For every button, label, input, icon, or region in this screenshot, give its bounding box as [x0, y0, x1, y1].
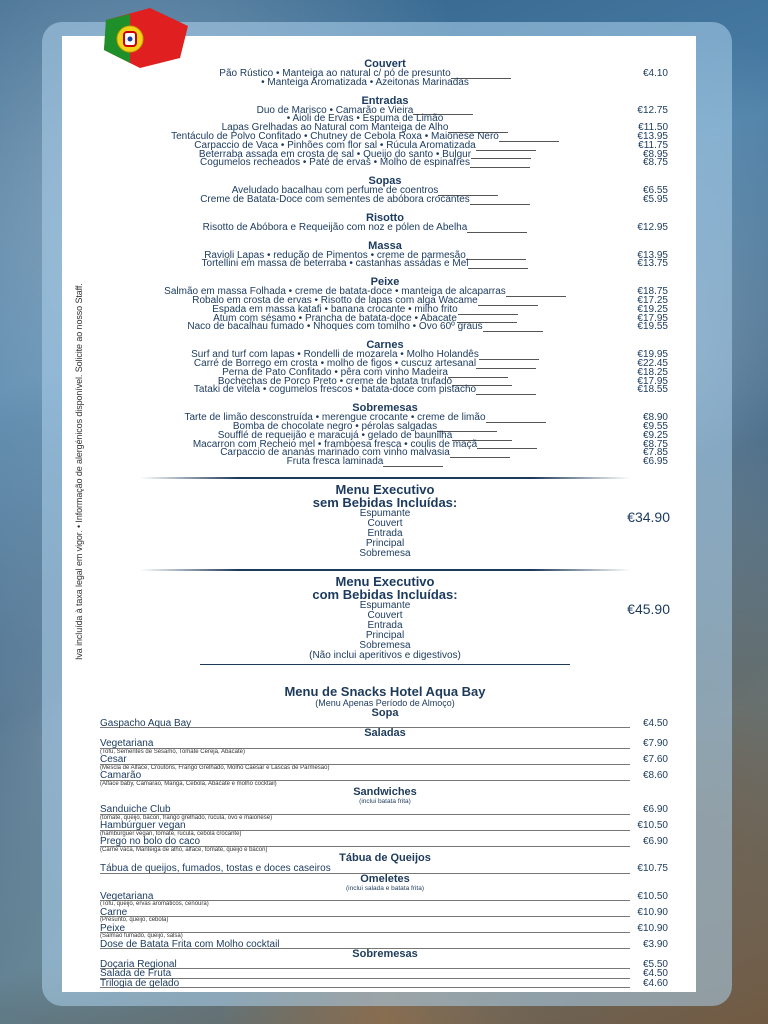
menu-item-name: • Aioli de Ervas • Espuma de Limão	[286, 113, 444, 125]
menu-item-price: €5.95	[642, 193, 668, 205]
price-leader	[478, 298, 538, 306]
menu-item-price: €8.95	[642, 148, 668, 160]
menu-divider	[140, 477, 630, 479]
executive-menu-line: Entrada	[367, 619, 403, 631]
price-leader	[483, 324, 543, 332]
snack-item-name: Gaspacho Aqua Bay	[100, 717, 192, 729]
menu-item-price: €6.55	[642, 185, 668, 197]
snack-item-name: Hambúrguer vegan	[100, 820, 186, 832]
snack-item-name: Vegetariana	[100, 738, 154, 750]
menu-item	[100, 386, 670, 395]
menu-item-name: Carpaccio de ananás marinado com vinho malvasia	[220, 447, 450, 459]
section-title: Carnes	[366, 339, 404, 352]
menu-item	[100, 193, 670, 205]
executive-menu-line: Couvert	[367, 517, 403, 529]
snack-item-name: Tábua de queijos, fumados, tostas e doces caseiros	[100, 863, 331, 875]
snack-item-name: Peixe	[100, 922, 126, 934]
menu-item-price: €9.55	[642, 420, 668, 432]
snack-item-name: Doçaria Regional	[100, 958, 177, 970]
menu-item-name: Bomba de chocolate negro • pérolas salgadas	[232, 420, 438, 432]
snack-item-price: €10.90	[637, 906, 668, 918]
price-leader	[100, 748, 630, 749]
snack-item	[100, 960, 670, 969]
snack-group-note: (inclui batata frita)	[359, 798, 411, 806]
executive-menu-line: Couvert	[367, 609, 403, 621]
menu-item-price: €12.75	[637, 104, 668, 116]
snack-item-price: €10.90	[637, 922, 668, 934]
snack-item	[100, 908, 670, 917]
snack-item-note: (Tofu, Sementes de Sésamo, Tomate Cereja, Abacate)	[100, 748, 245, 755]
menu-item-name: Pão Rústico • Manteiga ao natural c/ pó de presunto	[219, 68, 451, 79]
snack-item	[100, 864, 670, 873]
menu-item-name: Aveludado bacalhau com perfume de coentros	[231, 185, 439, 197]
price-leader	[470, 160, 530, 168]
menu-item-name: Macarron com Recheio mel • framboesa fresca • coulis de maçã	[192, 438, 478, 450]
snacks-subtitle: (Menu Apenas Período de Almoço)	[315, 697, 455, 708]
price-leader	[499, 134, 559, 142]
executive-menu-subtitle: sem Bebidas Incluídas:	[312, 494, 458, 510]
snacks-title: Menu de Snacks Hotel Aqua Bay	[284, 683, 486, 699]
menu-item-name: Tarte de limão desconstruída • merengue crocante • creme de limão	[184, 412, 486, 424]
snack-item-name: Carne	[100, 906, 128, 918]
snack-item-price: €6.90	[642, 804, 668, 816]
menu-item-price: €11.75	[638, 139, 668, 151]
price-leader	[458, 307, 518, 315]
snack-item-note: (Salmão fumado, queijo, salsa)	[100, 932, 183, 939]
snack-item	[100, 821, 670, 830]
menu-item	[100, 458, 670, 467]
executive-menu-line: Espumante	[359, 599, 411, 611]
executive-menu	[100, 575, 670, 661]
executive-menu-title: Menu Executivo	[335, 481, 435, 497]
menu-item-name: Surf and turf com lapas • Rondelli de mozarela • Molho Holandês	[191, 349, 479, 361]
section-title: Sobremesas	[352, 402, 418, 415]
price-leader	[100, 916, 630, 917]
menu-item-price: €13.75	[637, 258, 668, 270]
snack-group-title: Saladas	[364, 727, 406, 740]
price-leader	[471, 151, 531, 159]
snack-item	[100, 755, 670, 764]
snack-item-price: €7.60	[642, 754, 668, 766]
snack-group-title: Sobremesas	[352, 947, 418, 960]
price-leader	[476, 143, 536, 151]
snack-group-title: Omeletes	[360, 872, 410, 885]
executive-menu-price: €34.90	[627, 508, 670, 525]
snack-item-note: (Presunto, queijo, cebola)	[100, 916, 169, 923]
section-title: Risotto	[366, 211, 404, 224]
menu-item-price: €9.25	[642, 429, 668, 441]
snack-item	[100, 719, 670, 728]
snack-group-title: Tábua de Queijos	[339, 852, 431, 865]
menu-item	[100, 260, 670, 269]
snack-item-name: Cesar	[100, 754, 127, 766]
menu-content	[100, 58, 670, 988]
menu-item-price: €8.90	[642, 412, 668, 424]
menu-item-name: Atum com sésamo • Prancha de batata-doce • Abacate	[213, 312, 457, 324]
price-leader	[100, 780, 630, 781]
executive-menu-line: Espumante	[359, 507, 411, 519]
snack-item-name: Trilogia de gelado	[100, 977, 180, 989]
price-leader	[470, 197, 530, 205]
snack-item	[100, 805, 670, 814]
menu-item-price: €7.85	[642, 447, 668, 459]
menu-item-name: Creme de Batata-Doce com sementes de abóbora crocantes	[200, 193, 470, 205]
snack-item-price: €10.50	[637, 820, 668, 832]
snack-group-note: (inclui salada e batata frita)	[345, 884, 425, 892]
snack-item	[100, 739, 670, 748]
menu-item-price: €6.95	[642, 456, 668, 468]
executive-menu-line: (Não inclui aperitivos e digestivos)	[309, 649, 461, 661]
snack-item	[100, 771, 670, 780]
menu-item-name: Tentáculo de Polvo Confitado • Chutney de Cebola Roxa • Maionese Nero	[171, 130, 499, 142]
snack-item-note: (Tofu, queijo, ervas aromáticos, cenoura)	[100, 900, 209, 907]
section-title: Massa	[368, 239, 402, 252]
section-title: Couvert	[364, 58, 406, 70]
snack-group-title: Sopa	[371, 706, 399, 719]
menu-item-name: Naco de bacalhau fumado • Nhoques com tomilho • Ovo 60º graus	[187, 321, 483, 333]
price-leader	[100, 932, 630, 933]
menu-item-price: €19.25	[637, 303, 668, 315]
snack-item-note: (Alface baby, Camarão, Manga, Cebola, Abacate e molho cocktail)	[100, 780, 277, 787]
snack-item-price: €3.90	[642, 938, 668, 950]
menu-item-price: €8.75	[642, 157, 668, 169]
menu-item-price: €19.95	[637, 349, 668, 361]
snack-item-note: (Mescla de Alface, Croutons, Frango Grelhado, Molho Caesar e Lascas de Parmesão)	[100, 764, 330, 771]
snack-item	[100, 940, 670, 949]
menu-item-name: Robalo em crosta de ervas • Risotto de lapas com alga Wacame	[192, 294, 478, 306]
snack-item	[100, 837, 670, 846]
menu-item-name: Risotto de Abóbora e Requeijão com noz e pólen de Abelha	[202, 221, 468, 233]
menu-item-name: Salmão em massa Folhada • creme de batata-doce • manteiga de alcaparras	[164, 286, 506, 298]
menu-item-name: Duo de Marisco • Camarão e Vieira	[256, 104, 414, 116]
section-title: Peixe	[370, 276, 400, 289]
menu-item-name: Tataki de vitela • cogumelos frescos • batata-doce com pistacho	[193, 384, 477, 396]
price-leader	[100, 987, 630, 988]
executive-menu-line: Sobremesa	[359, 639, 411, 651]
snack-item-price: €6.90	[642, 836, 668, 848]
menu-item	[100, 159, 670, 168]
snack-item-name: Sanduiche Club	[100, 804, 171, 816]
menu-item-price: €22.45	[637, 357, 668, 369]
executive-menu	[100, 483, 670, 559]
snack-item-price: €4.50	[642, 717, 668, 729]
menu-item-name: Cogumelos recheados • Paté de ervas • Molho de espinafres	[200, 157, 470, 169]
price-leader	[100, 900, 630, 901]
menu-item-name: Soufflé de requeijão e maracujá • gelado de baunilha	[217, 429, 453, 441]
menu-item-price: €17.95	[637, 375, 668, 387]
executive-menu-line: Sobremesa	[359, 547, 411, 559]
menu-item-price: €8.75	[642, 438, 668, 450]
snack-item-price: €8.60	[642, 770, 668, 782]
menu-item-name: Espada em massa katafi • banana crocante • milho frito	[212, 303, 458, 315]
menu-item-price: €19.55	[637, 321, 668, 333]
snack-item-price: €4.60	[642, 977, 668, 989]
snack-item	[100, 924, 670, 933]
price-leader	[468, 261, 528, 269]
snack-item-name: Dose de Batata Frita com Molho cocktail	[100, 938, 280, 950]
snack-item-price: €10.50	[637, 890, 668, 902]
menu-item-name: Tortellini em massa de beterraba • castanhas assadas e Mel	[201, 258, 469, 270]
menu-item	[100, 76, 670, 88]
price-leader	[383, 459, 443, 467]
menu-item-name: Fruta fresca laminada	[286, 456, 384, 468]
executive-menu-price: €45.90	[627, 600, 670, 617]
price-leader	[506, 289, 566, 297]
snack-item-name: Prego no bolo do caco	[100, 836, 201, 848]
snack-group-title: Sandwiches	[353, 786, 417, 799]
menu-item-name: Carré de Borrego em crosta • molho de figos • cuscuz artesanal	[193, 357, 477, 369]
executive-menu-line: Entrada	[367, 527, 403, 539]
menu-divider	[140, 569, 630, 571]
menu-item-price: €17.25	[637, 294, 668, 306]
price-leader	[450, 450, 510, 458]
menu-item-name: Ravioli Lapas • redução de Pimentos • creme de parmesão	[204, 249, 466, 261]
executive-menu-title: Menu Executivo	[335, 573, 435, 589]
menu-item-name: Bochechas de Porco Preto • creme de batata trufado	[217, 375, 453, 387]
snack-item-note: (hambúrguer vegan, tomate, rúcula, cebola crocante)	[100, 830, 242, 837]
snack-item	[100, 969, 670, 978]
price-leader	[477, 441, 537, 449]
price-leader	[486, 415, 546, 423]
section-title: Sopas	[368, 175, 402, 188]
menu-item-price: €13.95	[637, 130, 668, 142]
menu-divider	[200, 664, 570, 665]
menu-item	[100, 449, 670, 458]
price-leader	[476, 387, 536, 395]
menu-item-price: €11.50	[638, 122, 668, 134]
menu-item-name: Beterraba assada em crosta de sal • Queijo do santo • Bulgur	[198, 148, 472, 160]
snack-item-name: Salada de Fruta	[100, 968, 172, 980]
snack-item-note: (Carne vaca, Manteiga de alho, alface, tomate, queijo e bacon)	[100, 846, 268, 853]
price-leader	[467, 225, 527, 233]
menu-item-price: €12.95	[637, 221, 668, 233]
price-leader	[448, 370, 508, 378]
price-leader	[466, 252, 526, 260]
price-leader	[100, 814, 630, 815]
menu-item-price: €17.95	[637, 312, 668, 324]
legal-note: Iva incluída à taxa legal em vigor. • Informação de alergénicos disponível. Solicite ao nosso Staff.	[74, 283, 84, 660]
snack-item-name: Camarão	[100, 770, 142, 782]
snack-item	[100, 892, 670, 901]
snack-item-price: €10.75	[637, 863, 668, 875]
menu-item-price: €18.25	[637, 366, 668, 378]
menu-item-name: Carpaccio de Vaca • Pinhões com flor sal • Rúcula Aromatizada	[194, 139, 476, 151]
snack-item-price: €5.50	[642, 958, 668, 970]
price-leader	[479, 352, 539, 360]
price-leader	[476, 361, 536, 369]
menu-item	[100, 323, 670, 332]
menu-item-price: €18.75	[637, 286, 668, 298]
snack-item-name: Vegetariana	[100, 890, 154, 902]
section-title: Entradas	[361, 94, 409, 107]
menu-item-name: Perna de Pato Confitado • pêra com vinho Madeira	[222, 366, 448, 378]
executive-menu-line: Principal	[365, 537, 405, 549]
price-leader	[100, 764, 630, 765]
executive-menu-subtitle: com Bebidas Incluídas:	[312, 586, 458, 602]
menu-item	[100, 221, 670, 233]
snack-item-note: (tomate, queijo, bacon, frango grelhado, rúcula, ovo e maionese)	[100, 814, 273, 821]
menu-item-name: • Manteiga Aromatizada • Azeitonas Marinadas	[261, 76, 469, 88]
menu-item-price: €4.10	[642, 68, 668, 79]
snack-item	[100, 979, 670, 988]
executive-menu-line: Principal	[365, 629, 405, 641]
snack-item-price: €4.50	[642, 968, 668, 980]
menu-item-price: €18.55	[637, 384, 668, 396]
menu-item-name: Lapas Grelhadas ao Natural com Manteiga de Alho	[221, 122, 449, 134]
snack-item-price: €7.90	[642, 738, 668, 750]
menu-item-price: €13.95	[637, 249, 668, 261]
